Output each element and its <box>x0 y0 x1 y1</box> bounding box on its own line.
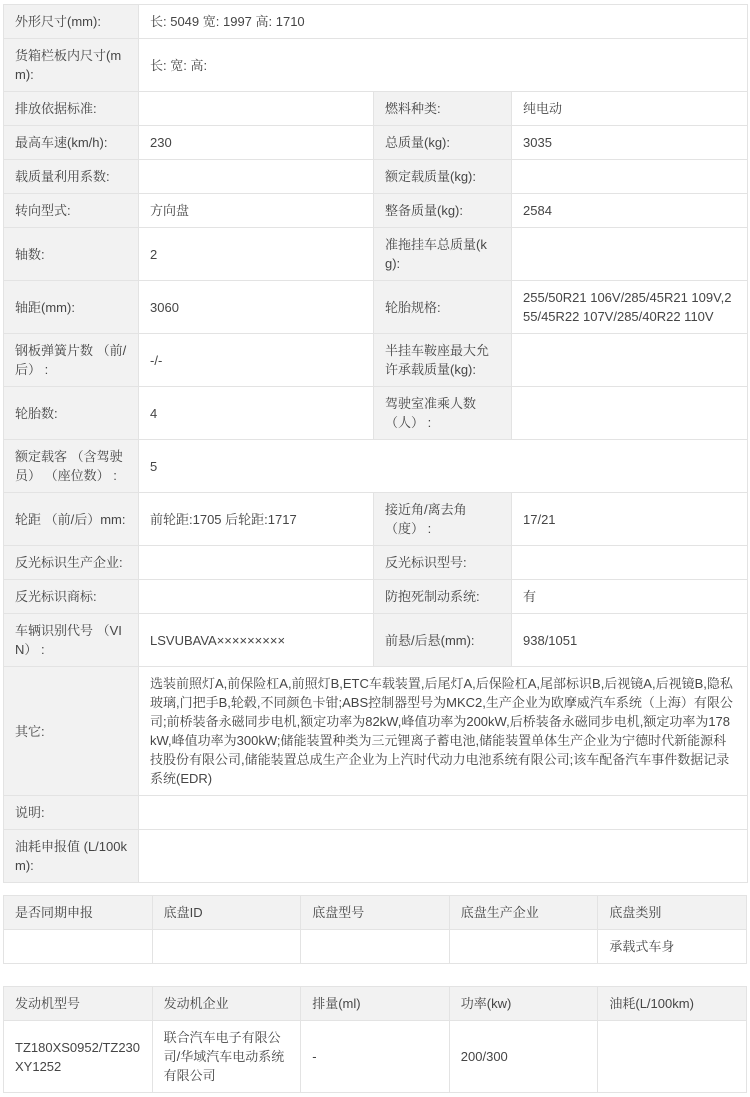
spec-label: 车辆识别代号 （VIN） : <box>4 614 139 667</box>
spec-value: 长: 5049 宽: 1997 高: 1710 <box>139 5 748 39</box>
spec-label: 转向型式: <box>4 194 139 228</box>
spec-row-steering-curb-mass <box>4 194 748 228</box>
spec-label: 准拖挂车总质量(kg): <box>374 228 512 281</box>
spec-value-other: 选装前照灯A,前保险杠A,前照灯B,ETC车载装置,后尾灯A,后保险杠A,尾部标识B,后视镜A,后视镜B,隐私玻璃,门把手B,轮毂,不同颜色卡钳;ABS控制器型号为MKC2,生产企业为欧摩威汽车系统（上海）有限公司;前桥装备永磁同步电机,额定功率为82kW,峰值功率为200kW,后桥装备永磁同步电机,额定功率为178kW,峰值功率为300kW;储能装置种类为三元锂离子蓄电池,储能装置单体生产企业为宁德时代新能源科技股份有限公司,储能装置总成生产企业为上汽时代动力电池系统有限公司;该车配备汽车事件数据记录系统(EDR) <box>139 667 748 796</box>
engine-data-row <box>4 1021 747 1093</box>
spec-value: 3060 <box>139 281 374 334</box>
table-gap <box>3 964 747 986</box>
spec-label: 排放依据标准: <box>4 92 139 126</box>
spec-value: 纯电动 <box>512 92 748 126</box>
spec-value: 3035 <box>512 126 748 160</box>
spec-value: 方向盘 <box>139 194 374 228</box>
spec-value: 2 <box>139 228 374 281</box>
spec-row-other <box>4 667 748 796</box>
spec-row-reflective-brand-abs <box>4 580 748 614</box>
chassis-header-model: 底盘型号 <box>301 896 450 930</box>
spec-row-tire-count-cab-seats <box>4 387 748 440</box>
engine-cell-displacement: - <box>301 1021 450 1093</box>
spec-label: 轮距 （前/后）mm: <box>4 493 139 546</box>
spec-label: 轮胎规格: <box>374 281 512 334</box>
chassis-cell-id <box>152 930 301 964</box>
spec-value <box>139 92 374 126</box>
spec-label: 其它: <box>4 667 139 796</box>
spec-row-speed-mass <box>4 126 748 160</box>
spec-value <box>512 387 748 440</box>
spec-value <box>512 160 748 194</box>
spec-value <box>139 546 374 580</box>
spec-label: 轴距(mm): <box>4 281 139 334</box>
spec-value <box>139 796 748 830</box>
spec-value-vin: LSVUBAVA××××××××× <box>139 614 374 667</box>
table-gap <box>3 883 747 895</box>
spec-row-seating-capacity <box>4 440 748 493</box>
spec-row-exterior-dimensions <box>4 5 748 39</box>
spec-value <box>512 546 748 580</box>
spec-label: 说明: <box>4 796 139 830</box>
engine-cell-power: 200/300 <box>449 1021 598 1093</box>
spec-label: 油耗申报值 (L/100km): <box>4 830 139 883</box>
chassis-header-category: 底盘类别 <box>598 896 747 930</box>
engine-table <box>3 986 747 1093</box>
spec-label: 货箱栏板内尺寸(mm): <box>4 39 139 92</box>
spec-value: 有 <box>512 580 748 614</box>
spec-row-track-approach-angle <box>4 493 748 546</box>
engine-header-model: 发动机型号 <box>4 987 153 1021</box>
spec-value: -/- <box>139 334 374 387</box>
spec-row-remarks <box>4 796 748 830</box>
engine-header-displacement: 排量(ml) <box>301 987 450 1021</box>
chassis-header-row <box>4 896 747 930</box>
spec-value: 4 <box>139 387 374 440</box>
spec-label: 总质量(kg): <box>374 126 512 160</box>
spec-value <box>139 580 374 614</box>
spec-label: 防抱死制动系统: <box>374 580 512 614</box>
engine-header-manufacturer: 发动机企业 <box>152 987 301 1021</box>
chassis-header-id: 底盘ID <box>152 896 301 930</box>
spec-label: 额定载质量(kg): <box>374 160 512 194</box>
chassis-data-row <box>4 930 747 964</box>
spec-label: 反光标识商标: <box>4 580 139 614</box>
spec-value: 前轮距:1705 后轮距:1717 <box>139 493 374 546</box>
spec-row-fuel-consumption-declared <box>4 830 748 883</box>
spec-label: 反光标识生产企业: <box>4 546 139 580</box>
engine-cell-model: TZ180XS0952/TZ230XY1252 <box>4 1021 153 1093</box>
vehicle-spec-table <box>3 4 748 883</box>
engine-header-fuel: 油耗(L/100km) <box>598 987 747 1021</box>
spec-value: 17/21 <box>512 493 748 546</box>
spec-label: 外形尺寸(mm): <box>4 5 139 39</box>
spec-label: 轴数: <box>4 228 139 281</box>
spec-row-load-factor <box>4 160 748 194</box>
spec-label: 整备质量(kg): <box>374 194 512 228</box>
spec-label: 额定载客 （含驾驶员） （座位数） : <box>4 440 139 493</box>
spec-label: 驾驶室准乘人数 （人） : <box>374 387 512 440</box>
spec-value <box>512 334 748 387</box>
spec-label: 接近角/离去角 （度） : <box>374 493 512 546</box>
spec-value <box>139 830 748 883</box>
chassis-header-concurrent: 是否同期申报 <box>4 896 153 930</box>
engine-cell-fuel <box>598 1021 747 1093</box>
spec-row-axles-trailer-mass <box>4 228 748 281</box>
spec-label: 载质量利用系数: <box>4 160 139 194</box>
spec-label: 最高车速(km/h): <box>4 126 139 160</box>
spec-row-leaf-springs-saddle <box>4 334 748 387</box>
spec-value: 2584 <box>512 194 748 228</box>
spec-value: 5 <box>139 440 748 493</box>
engine-cell-manufacturer: 联合汽车电子有限公司/华域汽车电动系统有限公司 <box>152 1021 301 1093</box>
spec-label: 前悬/后悬(mm): <box>374 614 512 667</box>
spec-label: 反光标识型号: <box>374 546 512 580</box>
spec-label: 燃料种类: <box>374 92 512 126</box>
spec-row-reflective-maker-model <box>4 546 748 580</box>
spec-value <box>139 160 374 194</box>
spec-row-wheelbase-tires <box>4 281 748 334</box>
chassis-table <box>3 895 747 964</box>
spec-value: 230 <box>139 126 374 160</box>
spec-value: 255/50R21 106V/285/45R21 109V,255/45R22 107V/285/40R22 110V <box>512 281 748 334</box>
spec-row-vin-overhang <box>4 614 748 667</box>
chassis-cell-model <box>301 930 450 964</box>
spec-label: 轮胎数: <box>4 387 139 440</box>
engine-header-power: 功率(kw) <box>449 987 598 1021</box>
chassis-cell-concurrent <box>4 930 153 964</box>
spec-value <box>512 228 748 281</box>
engine-header-row <box>4 987 747 1021</box>
chassis-header-manufacturer: 底盘生产企业 <box>449 896 598 930</box>
spec-label: 半挂车鞍座最大允许承载质量(kg): <box>374 334 512 387</box>
spec-value: 938/1051 <box>512 614 748 667</box>
spec-value: 长: 宽: 高: <box>139 39 748 92</box>
chassis-cell-manufacturer <box>449 930 598 964</box>
spec-label: 钢板弹簧片数 （前/后） : <box>4 334 139 387</box>
spec-row-emission-fuel <box>4 92 748 126</box>
spec-row-cargo-box-dimensions <box>4 39 748 92</box>
chassis-cell-category: 承载式车身 <box>598 930 747 964</box>
